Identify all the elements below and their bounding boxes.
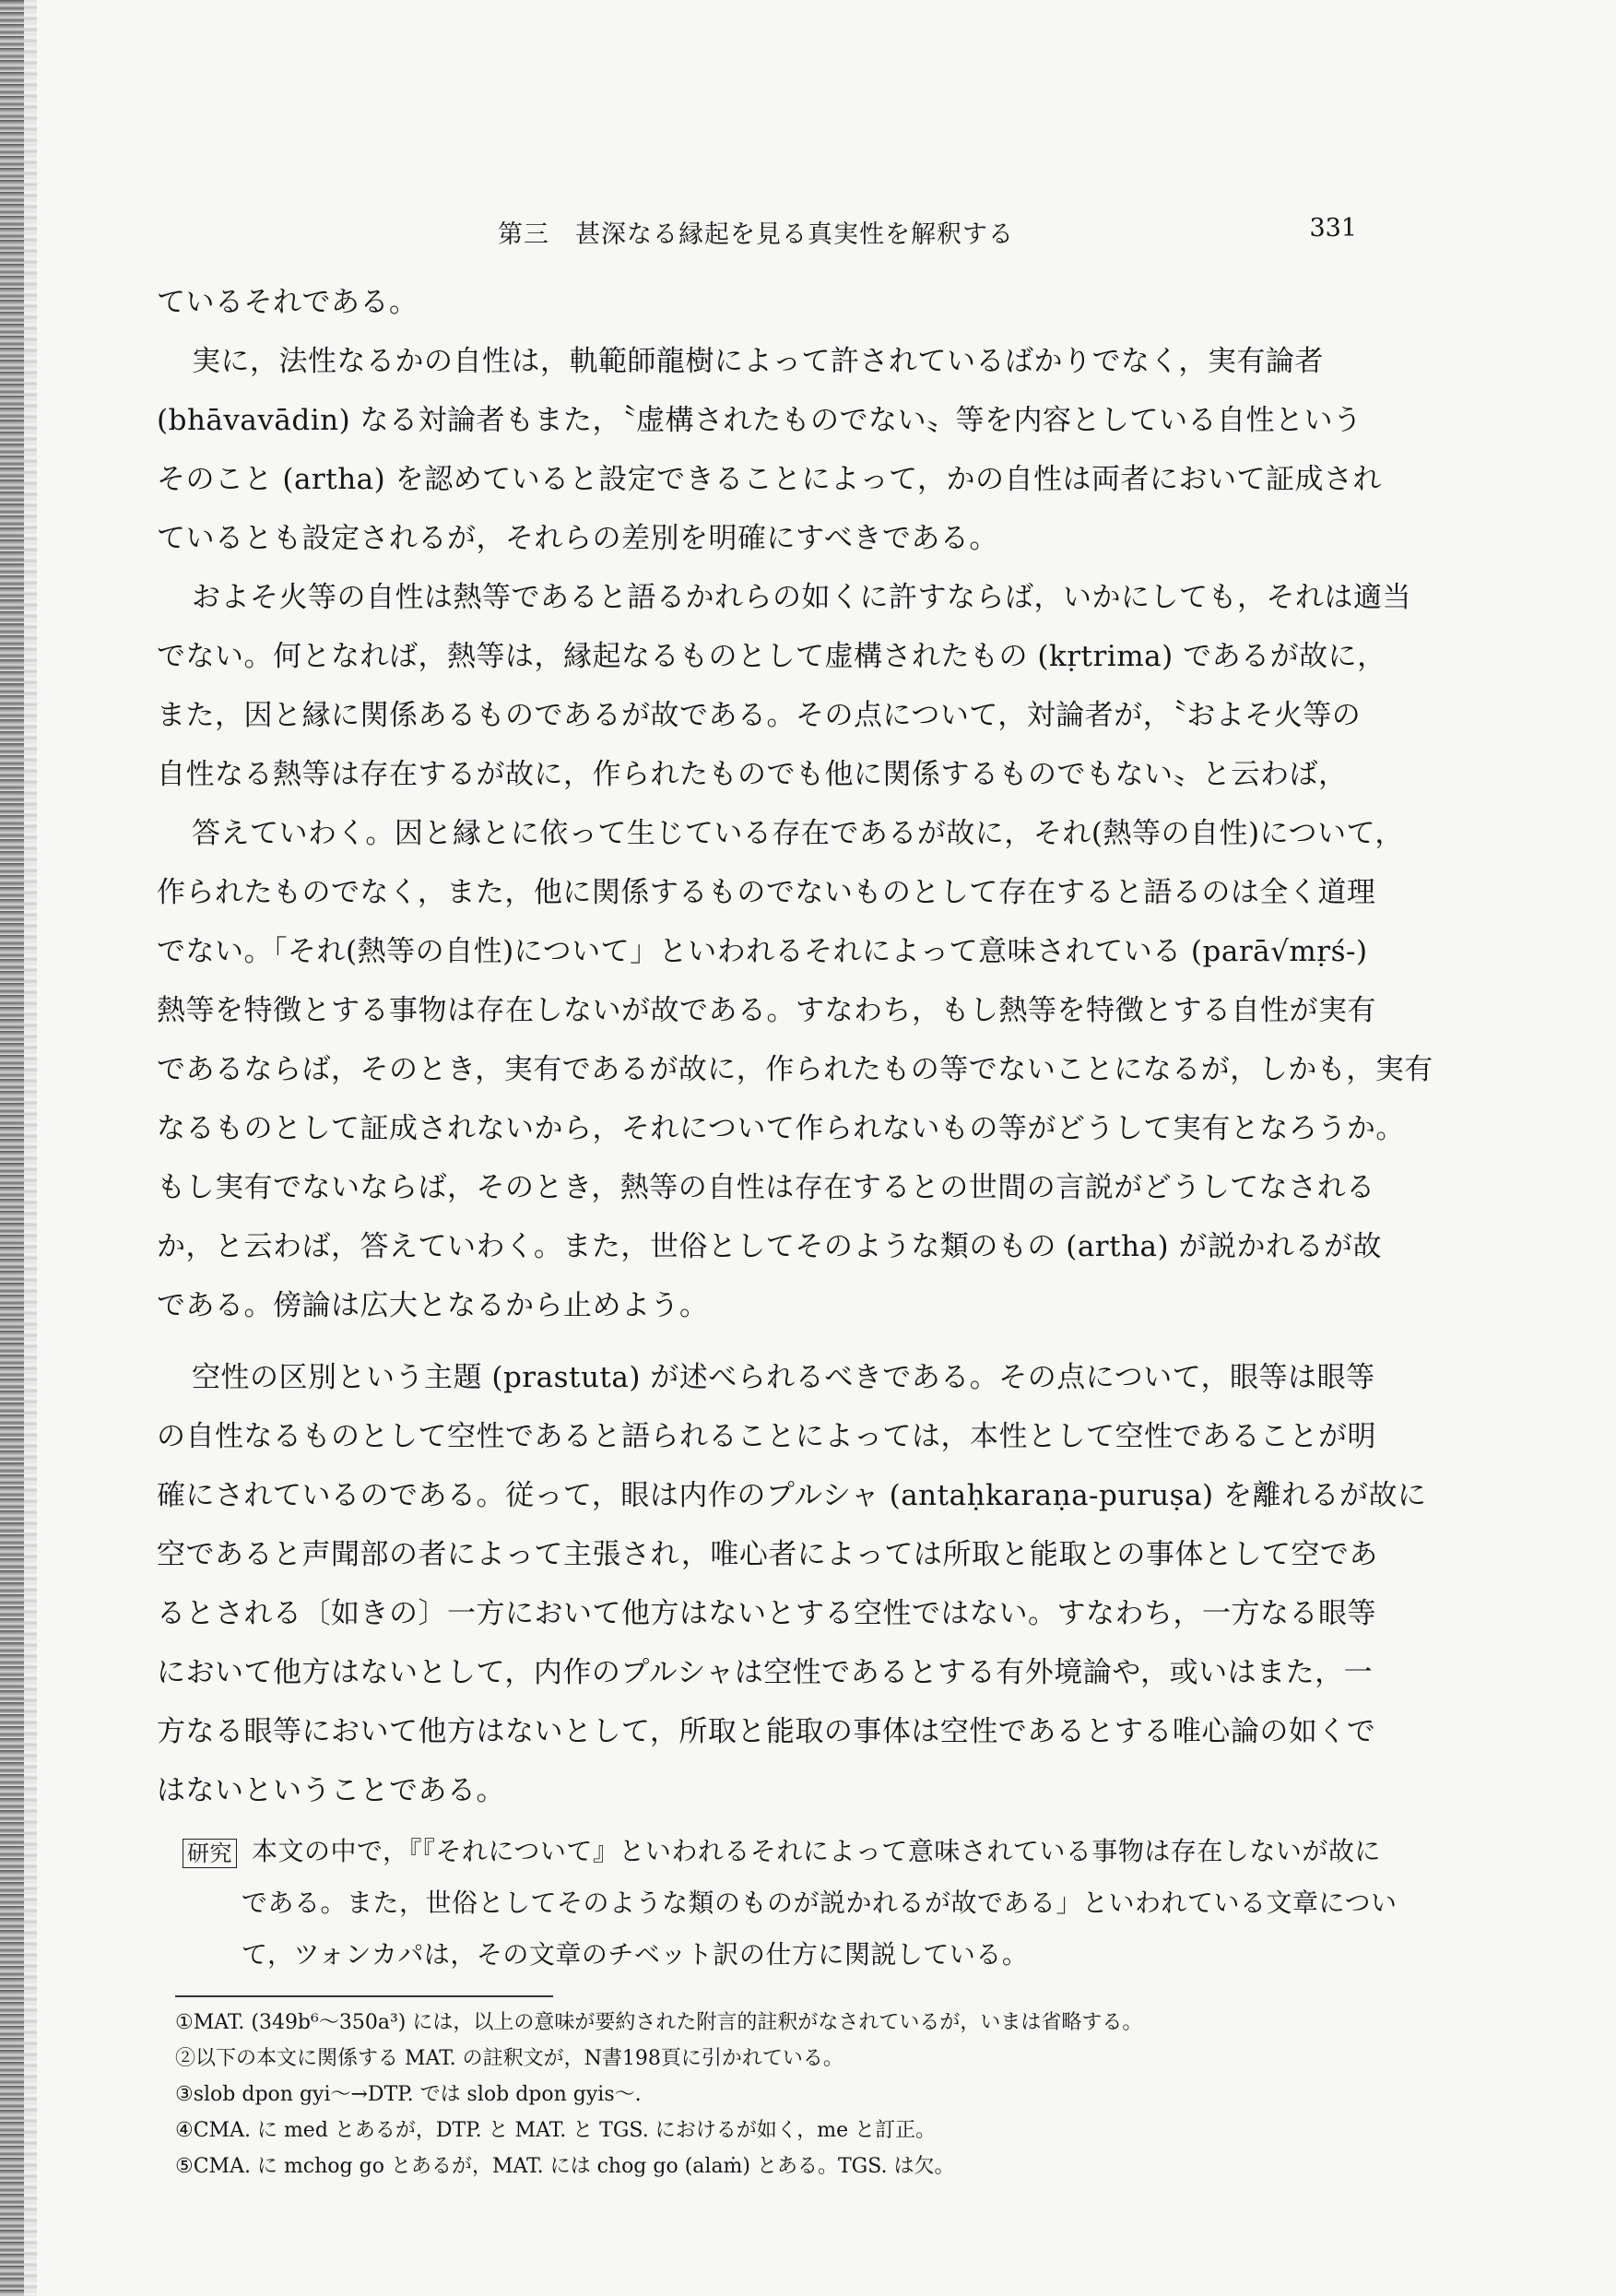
research-line: である。また，世俗としてそのような類のものが説かれるが故である」といわれている文章につい: [242, 1888, 1398, 1918]
text-line: ているそれである。: [157, 286, 419, 319]
footnote: ③slob dpon gyi〜→DTP. では slob dpon gyis〜.: [175, 2083, 642, 2106]
text-line: であるならば，そのとき，実有であるが故に，作られたもの等でないことになるが，しかも，実有: [157, 1053, 1433, 1086]
paragraph-2: [157, 568, 1411, 804]
text-line: か，と云わば，答えていわく。また，世俗としてそのような類のもの (artha) が説かれるが故: [157, 1230, 1382, 1263]
text-line: において他方はないとして，内作のプルシャは空性であるとする有外境論や，或いはまた，一: [157, 1656, 1374, 1689]
text-line: 熱等を特徴とする事物は存在しないが故である。すなわち，もし熱等を特徴とする自性が実有: [157, 994, 1376, 1027]
text-line: るとされる〔如きの〕一方において他方はないとする空性ではない。すなわち，一方なる眼等: [157, 1597, 1376, 1630]
text-line: ているとも設定されるが，それらの差別を明確にすべきである。: [157, 522, 998, 555]
footnote: ①MAT. (349b⁶〜350a³) には，以上の意味が要約された附言的註釈がなされているが，いまは省略する。: [175, 2011, 1143, 2034]
text-line: 空性の区別という主題 (prastuta) が述べられるべきである。その点について，眼等は眼等: [192, 1361, 1375, 1394]
paragraph-1: [157, 332, 1382, 568]
research-label: 研究: [183, 1839, 237, 1868]
text-line: 方なる眼等において他方はないとして，所取と能取の事体は空性であるとする唯心論の如くで: [157, 1715, 1376, 1748]
text-line: でない。何となれば，熱等は，縁起なるものとして虚構されたもの (kṛtrima) であるが故に，: [157, 640, 1386, 673]
paragraph-3: [157, 804, 1433, 1335]
page-number: 331: [1309, 214, 1357, 243]
text-line: およそ火等の自性は熱等であると語るかれらの如くに許すならば，いかにしても，それは適当: [192, 581, 1411, 614]
main-text: [157, 273, 1433, 2184]
research-line: [157, 1826, 1381, 1877]
footnote-rule: [175, 1995, 553, 1997]
text-line: 自性なる熱等は存在するが故に，作られたものでも他に関係するものでもない〟と云わば，: [157, 758, 1348, 791]
text-line: 確にされているのである。従って，眼は内作のプルシャ (antaḥkaraṇa-puruṣa) を離れるが故に: [157, 1479, 1427, 1512]
text-line: なるものとして証成されないから，それについて作られないもの等がどうして実有となろうか。: [157, 1112, 1405, 1145]
text-line: 実に，法性なるかの自性は，軌範師龍樹によって許されているばかりでなく，実有論者: [192, 345, 1324, 378]
research-note: [157, 1826, 1398, 1981]
footnote: ④CMA. に med とあるが，DTP. と MAT. と TGS. におけるが如く，me と訂正。: [175, 2119, 937, 2142]
paragraph-4: [157, 1348, 1427, 1820]
text-line: 作られたものでなく，また，他に関係するものでないものとして存在すると語るのは全く道理: [157, 876, 1376, 909]
text-line: である。傍論は広大となるから止めよう。: [157, 1289, 709, 1322]
text-line: の自性なるものとして空性であると語られることによっては，本性として空性であることが明: [157, 1420, 1376, 1453]
text-line: もし実有でないならば，そのとき，熱等の自性は存在するとの世間の言説がどうしてなされる: [157, 1171, 1375, 1204]
chapter-title: 第三 甚深なる縁起を見る真実性を解釈する: [498, 220, 1014, 249]
scan-edge: [0, 0, 24, 2296]
footnote: ⑤CMA. に mchog go とあるが，MAT. には chog go (alaṁ) とある。TGS. は欠。: [175, 2155, 955, 2178]
footnotes: [157, 2005, 1364, 2184]
text-line: でない。「それ(熱等の自性)について」といわれるそれによって意味されている (parā√mṛś-): [157, 935, 1368, 968]
scan-edge-shadow: [24, 0, 37, 2296]
text-line: また，因と縁に関係あるものであるが故である。その点について，対論者が，〝およそ火等の: [157, 699, 1362, 732]
text-line: (bhāvavādin) なる対論者もまた，〝虚構されたものでない〟等を内容としている自性という: [157, 404, 1362, 437]
footnote: ②以下の本文に関係する MAT. の註釈文が，N書198頁に引かれている。: [175, 2047, 843, 2070]
running-header: [157, 214, 1357, 256]
research-text: 本文の中で，『『それについて』といわれるそれによって意味されている事物は存在しないが故に: [252, 1836, 1381, 1866]
text-line: はないということである。: [157, 1774, 505, 1807]
text-line: 空であると声聞部の者によって主張され，唯心者によっては所取と能取との事体として空であ: [157, 1538, 1378, 1571]
research-line: て，ツォンカパは，その文章のチベット訳の仕方に関説している。: [242, 1939, 1029, 1970]
text-line: 答えていわく。因と縁とに依って生じている存在であるが故に，それ(熱等の自性)について，: [192, 817, 1404, 850]
text-line: そのこと (artha) を認めていると設定できることによって，かの自性は両者において証成され: [157, 463, 1382, 496]
